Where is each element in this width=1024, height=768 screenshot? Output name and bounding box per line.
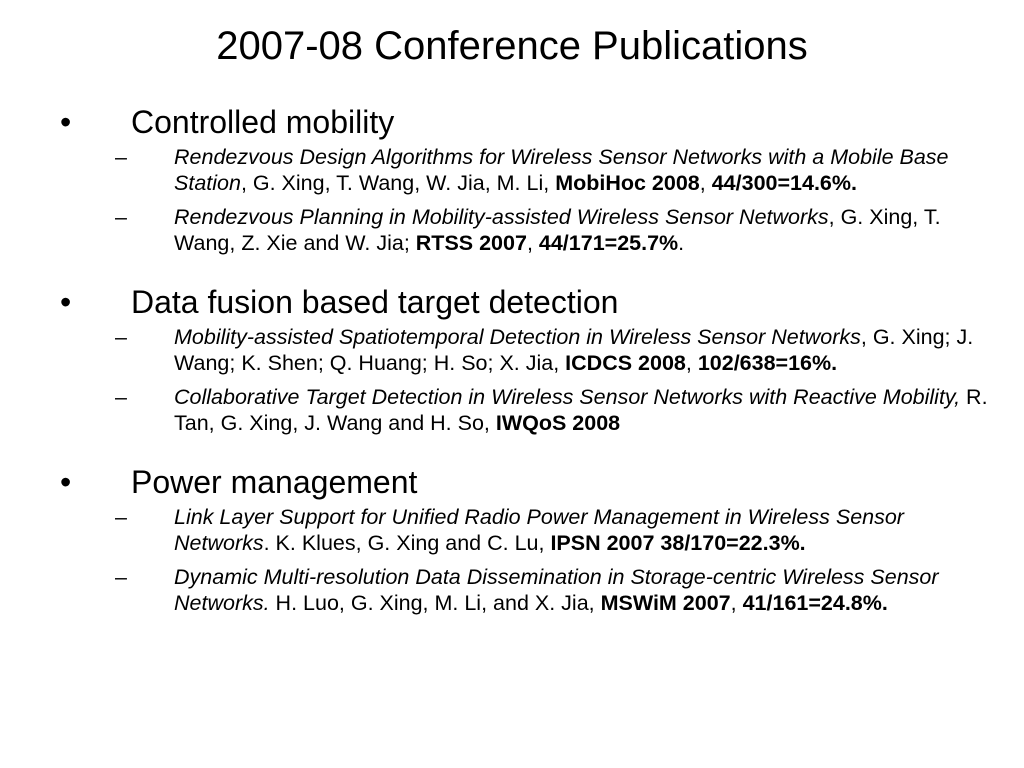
bullet-row xyxy=(0,280,1024,324)
paper-authors: , G. Xing, T. Wang, W. Jia, M. Li, xyxy=(240,171,556,195)
dash-icon: – xyxy=(115,505,127,529)
section-controlled-mobility xyxy=(0,100,1024,256)
paper-acceptance-rate: 102/638=16%. xyxy=(697,351,838,375)
bullet-icon: • xyxy=(60,464,72,500)
paper-title: Collaborative Target Detection in Wireless Sensor Networks with Reactive Mobility, xyxy=(174,385,961,409)
dash-icon: – xyxy=(115,385,127,409)
publication-item xyxy=(0,384,1024,436)
paper-title: Rendezvous Planning in Mobility-assisted Wireless Sensor Networks xyxy=(174,205,829,229)
publication-text xyxy=(174,205,941,255)
publication-item xyxy=(0,324,1024,376)
bullet-row xyxy=(0,460,1024,504)
publication-text xyxy=(174,565,939,615)
paper-title: Rendezvous Design Algorithms for Wireless Sensor Networks with a Mobile Base Station xyxy=(174,145,949,195)
publication-text xyxy=(174,505,904,555)
paper-separator: , xyxy=(699,171,712,195)
paper-tail: . xyxy=(678,231,685,255)
section-heading: Power management xyxy=(131,464,418,500)
bullet-row xyxy=(0,100,1024,144)
paper-separator: , xyxy=(526,231,539,255)
paper-title: Link Layer Support for Unified Radio Power Management in Wireless Sensor Networks xyxy=(174,505,904,555)
paper-acceptance-rate: 44/300=14.6%. xyxy=(711,171,857,195)
dash-icon: – xyxy=(115,205,127,229)
paper-venue: MSWiM 2007 xyxy=(600,591,731,615)
paper-authors: H. Luo, G. Xing, M. Li, and X. Jia, xyxy=(269,591,601,615)
publication-item xyxy=(0,564,1024,616)
bullet-icon: • xyxy=(60,104,72,140)
paper-acceptance-rate: 44/171=25.7% xyxy=(538,231,679,255)
paper-acceptance-rate: 38/170=22.3%. xyxy=(660,531,806,555)
paper-venue: IPSN 2007 xyxy=(550,531,655,555)
paper-acceptance-rate: 41/161=24.8%. xyxy=(742,591,888,615)
section-power-management xyxy=(0,460,1024,616)
publication-text xyxy=(174,385,988,435)
paper-authors: , G. Xing, T. Wang, Z. Xie and W. Jia; xyxy=(174,205,941,255)
dash-icon: – xyxy=(115,565,127,589)
paper-authors: , G. Xing; J. Wang; K. Shen; Q. Huang; H. So; X. Jia, xyxy=(174,325,974,375)
paper-title: Dynamic Multi-resolution Data Dissemination in Storage-centric Wireless Sensor Networks. xyxy=(174,565,939,615)
section-data-fusion xyxy=(0,280,1024,436)
publication-item xyxy=(0,144,1024,196)
section-heading: Controlled mobility xyxy=(131,104,395,140)
publication-item xyxy=(0,204,1024,256)
publication-text xyxy=(174,145,949,195)
paper-authors: . K. Klues, G. Xing and C. Lu, xyxy=(263,531,551,555)
slide-title: 2007-08 Conference Publications xyxy=(216,24,808,68)
bullet-icon: • xyxy=(60,284,72,320)
paper-venue: IWQoS 2008 xyxy=(495,411,621,435)
paper-authors: R. Tan, G. Xing, J. Wang and H. So, xyxy=(174,385,988,435)
paper-separator: , xyxy=(730,591,743,615)
section-heading: Data fusion based target detection xyxy=(131,284,619,320)
paper-separator: , xyxy=(685,351,698,375)
paper-venue: MobiHoc 2008 xyxy=(555,171,700,195)
publication-item xyxy=(0,504,1024,556)
dash-icon: – xyxy=(115,145,127,169)
paper-title: Mobility-assisted Spatiotemporal Detection in Wireless Sensor Networks xyxy=(174,325,861,349)
bullet-list xyxy=(0,100,1024,640)
dash-icon: – xyxy=(115,325,127,349)
publication-text xyxy=(174,325,973,375)
paper-venue: ICDCS 2008 xyxy=(565,351,686,375)
paper-venue: RTSS 2007 xyxy=(415,231,527,255)
